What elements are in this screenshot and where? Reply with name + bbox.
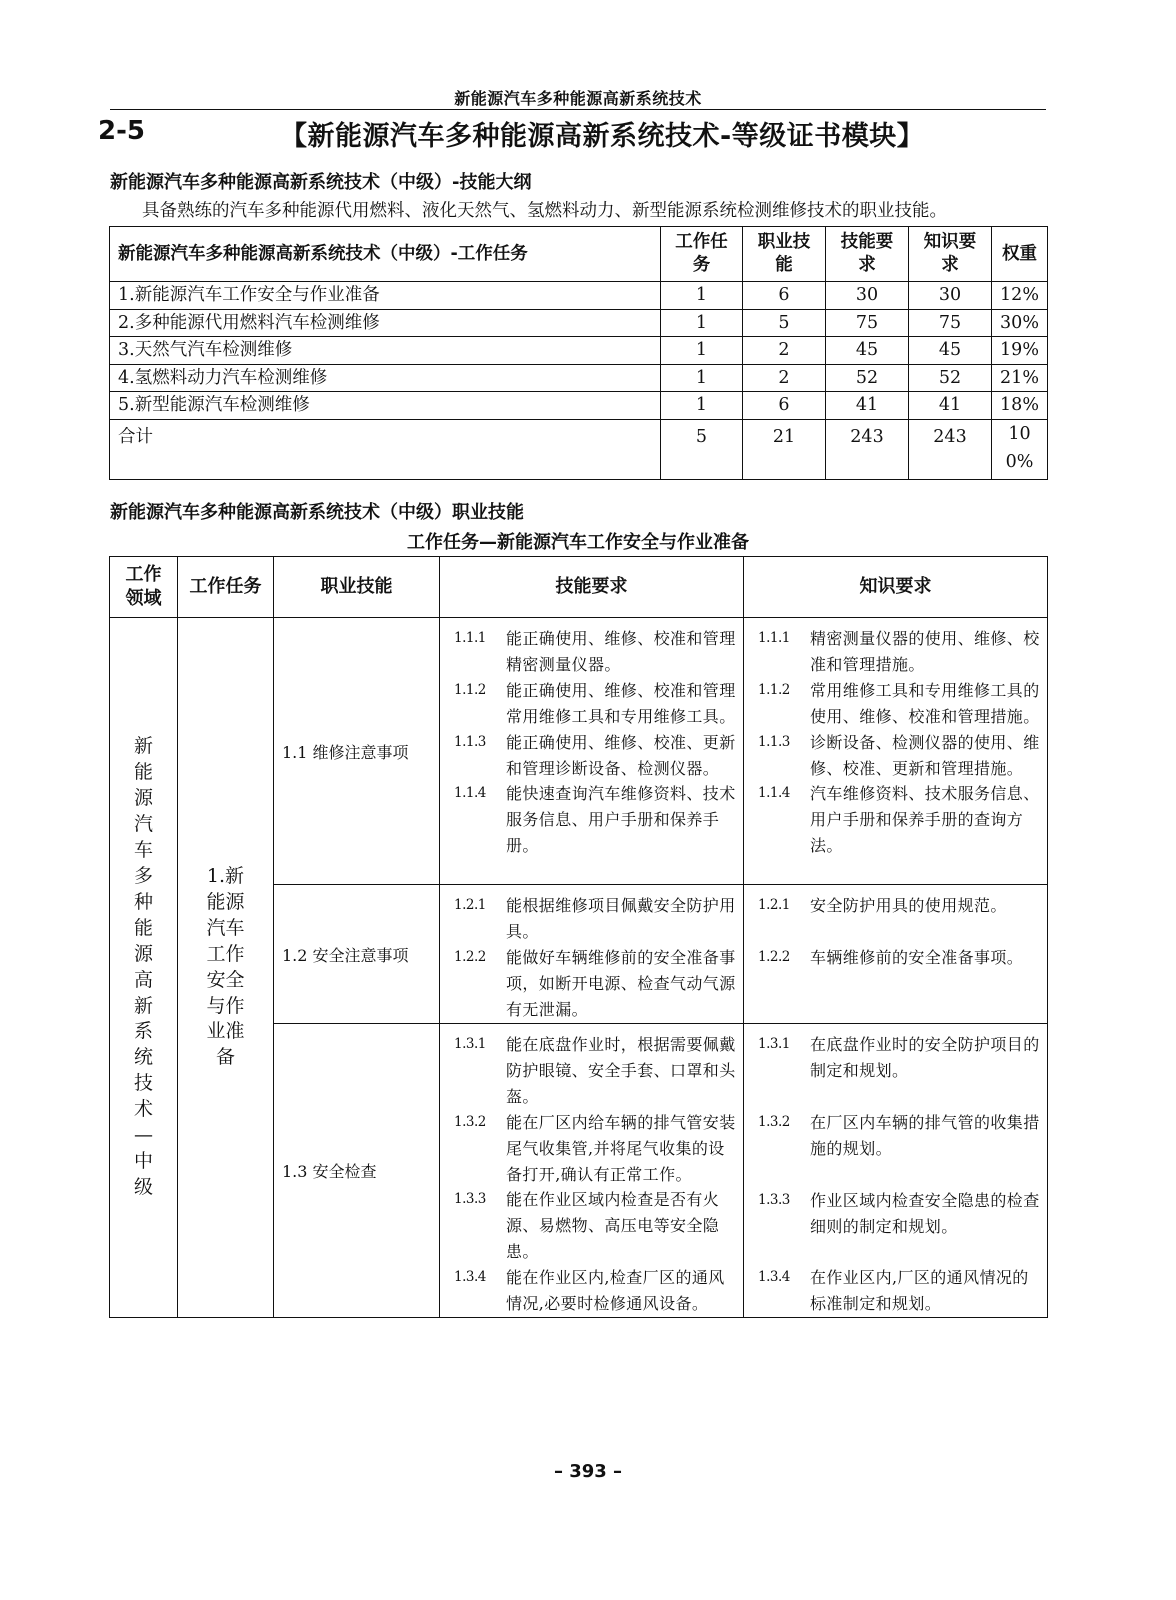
knowledge-item [758,781,1041,859]
row-task: 1.新能源汽车工作安全与作业准备 [110,282,661,310]
row-weight: 21% [992,364,1048,392]
row-task: 5.新型能源汽车检测维修 [110,392,661,420]
item-code: 1.3.4 [758,1269,790,1286]
skills-table [109,556,1048,1318]
skill-requirements-cell [440,885,744,1024]
total-know-req: 243 [909,419,992,479]
outline-row [110,282,1048,310]
skill-group-row [110,618,1048,885]
row-work: 1 [661,364,743,392]
item-code: 1.3.3 [454,1191,486,1208]
header-work: 工作任务 [661,227,743,282]
skills-heading: 新能源汽车多种能源高新系统技术（中级）职业技能 [110,502,524,523]
knowledge-item [758,1032,1041,1084]
header-know-req: 知识要求 [744,557,1048,618]
running-head: 新能源汽车多种能源高新系统技术 [454,89,702,108]
skills-table-caption: 工作任务—新能源汽车工作安全与作业准备 [407,532,749,553]
item-code: 1.1.4 [758,785,790,802]
total-skills: 21 [743,419,826,479]
outline-row [110,392,1048,420]
row-skill-req: 52 [826,364,909,392]
total-skill-req: 243 [826,419,909,479]
item-text: 在厂区内车辆的排气管的收集措施的规划。 [810,1112,1040,1158]
item-text: 在作业区内,厂区的通风情况的标准制定和规划。 [810,1268,1029,1314]
header-task: 新能源汽车多种能源高新系统技术（中级）-工作任务 [110,227,661,282]
row-task: 4.氢燃料动力汽车检测维修 [110,364,661,392]
outline-row [110,309,1048,337]
row-work: 1 [661,282,743,310]
knowledge-item [758,893,1041,919]
header-task: 工作任务 [178,557,274,618]
row-know-req: 75 [909,309,992,337]
row-skills: 5 [743,309,826,337]
total-label: 合计 [110,419,661,479]
header-weight: 权重 [992,227,1048,282]
knowledge-item [758,626,1041,678]
item-code: 1.1.1 [454,630,486,646]
row-skill-req: 41 [826,392,909,420]
outline-heading: 新能源汽车多种能源高新系统技术（中级）-技能大纲 [110,172,532,193]
requirement-item [454,1032,737,1110]
row-know-req: 41 [909,392,992,420]
item-text: 能做好车辆维修前的安全准备事项，如断开电源、检查气动气源有无泄漏。 [506,947,736,1019]
item-text: 汽车维修资料、技术服务信息、用户手册和保养手册的查询方法。 [810,784,1040,856]
item-code: 1.1.2 [454,681,486,698]
work-domain-cell: 新能源汽车多种能源高新系统技术—中级 [110,618,178,1318]
header-skills: 职业技能 [743,227,826,282]
row-work: 1 [661,309,743,337]
requirement-item [454,781,737,859]
item-code: 1.3.3 [758,1191,790,1208]
row-weight: 19% [992,337,1048,365]
row-skills: 6 [743,392,826,420]
skill-requirements-cell [440,1024,744,1318]
row-task: 2.多种能源代用燃料汽车检测维修 [110,309,661,337]
requirement-item [454,945,737,1023]
row-skill-req: 45 [826,337,909,365]
knowledge-item [758,678,1041,730]
row-know-req: 45 [909,337,992,365]
header-know-req: 知识要求 [909,227,992,282]
knowledge-item [758,730,1041,782]
item-text: 能正确使用、维修、校准、更新和管理诊断设备、检测仪器。 [506,732,736,778]
total-weight: 100% [992,419,1048,479]
requirement-item [454,1265,737,1317]
row-weight: 18% [992,392,1048,420]
skill-name: 1.2 安全注意事项 [274,885,440,1024]
item-code: 1.3.2 [758,1113,790,1130]
item-code: 1.2.2 [758,948,790,965]
section-number: 2-5 [98,116,145,146]
section-title: 【新能源汽车多种能源高新系统技术-等级证书模块】 [280,121,925,152]
requirement-item [454,1187,737,1265]
item-text: 在底盘作业时的安全防护项目的制定和规划。 [810,1035,1040,1080]
row-skills: 2 [743,337,826,365]
header-skill-req: 技能要求 [440,557,744,618]
skill-name: 1.3 安全检查 [274,1024,440,1318]
row-know-req: 52 [909,364,992,392]
item-code: 1.2.1 [454,897,486,913]
outline-row [110,364,1048,392]
page-number: – 393 – [553,1461,623,1482]
item-code: 1.2.1 [758,897,790,913]
item-text: 能在作业区域内检查是否有火源、易燃物、高压电等安全隐患。 [506,1190,720,1262]
header-skill: 职业技能 [274,557,440,618]
skill-name: 1.1 维修注意事项 [274,618,440,885]
knowledge-item [758,945,1041,971]
item-code: 1.1.1 [758,630,790,646]
item-code: 1.3.2 [454,1113,486,1130]
work-task-cell: 1.新能源汽车工作安全与作业准备 [178,618,274,1318]
row-task: 3.天然气汽车检测维修 [110,337,661,365]
row-skill-req: 75 [826,309,909,337]
item-text: 能快速查询汽车维修资料、技术服务信息、用户手册和保养手册。 [506,784,736,856]
item-text: 能在底盘作业时，根据需要佩戴防护眼镜、安全手套、口罩和头盔。 [506,1035,736,1106]
item-text: 安全防护用具的使用规范。 [810,896,1007,915]
knowledge-item [758,1110,1041,1162]
item-code: 1.3.1 [758,1036,790,1052]
total-work: 5 [661,419,743,479]
row-skills: 6 [743,282,826,310]
requirement-item [454,893,737,945]
header-rule [110,109,1046,110]
requirement-item [454,730,737,782]
row-work: 1 [661,392,743,420]
item-code: 1.2.2 [454,948,486,965]
knowledge-requirements-cell [744,618,1048,885]
item-code: 1.1.2 [758,681,790,698]
knowledge-requirements-cell [744,885,1048,1024]
item-code: 1.3.4 [454,1269,486,1286]
requirement-item [454,1110,737,1188]
row-skill-req: 30 [826,282,909,310]
header-skill-req: 技能要求 [826,227,909,282]
requirement-item [454,626,737,678]
requirement-item [454,678,737,730]
item-text: 能在厂区内给车辆的排气管安装尾气收集管,并将尾气收集的设备打开,确认有正常工作。 [506,1112,736,1184]
outline-header-row [110,227,1048,282]
item-text: 能在作业区内,检查厂区的通风情况,必要时检修通风设备。 [506,1268,725,1314]
outline-intro: 具备熟练的汽车多种能源代用燃料、液化天然气、氢燃料动力、新型能源系统检测维修技术的职业技能。 [142,201,947,221]
knowledge-item [758,1265,1041,1317]
item-text: 能根据维修项目佩戴安全防护用具。 [506,896,736,941]
outline-total-row [110,419,1048,479]
item-code: 1.1.4 [454,785,486,802]
item-text: 车辆维修前的安全准备事项。 [810,947,1024,967]
item-text: 作业区域内检查安全隐患的检查细则的制定和规划。 [810,1190,1040,1236]
row-skills: 2 [743,364,826,392]
row-weight: 30% [992,309,1048,337]
outline-table [109,226,1048,480]
item-code: 1.1.3 [454,733,486,750]
item-text: 常用维修工具和专用维修工具的使用、维修、校准和管理措施。 [810,680,1040,726]
knowledge-item [758,1188,1041,1240]
row-weight: 12% [992,282,1048,310]
item-text: 诊断设备、检测仪器的使用、维修、校准、更新和管理措施。 [810,732,1040,778]
skills-header-row [110,557,1048,618]
item-text: 能正确使用、维修、校准和管理精密测量仪器。 [506,629,736,674]
outline-row [110,337,1048,365]
item-text: 精密测量仪器的使用、维修、校准和管理措施。 [810,629,1040,674]
header-domain: 工作领域 [110,557,178,618]
item-text: 能正确使用、维修、校准和管理常用维修工具和专用维修工具。 [506,680,736,726]
item-code: 1.1.3 [758,733,790,750]
knowledge-requirements-cell [744,1024,1048,1318]
row-work: 1 [661,337,743,365]
item-code: 1.3.1 [454,1036,486,1052]
skill-requirements-cell [440,618,744,885]
row-know-req: 30 [909,282,992,310]
